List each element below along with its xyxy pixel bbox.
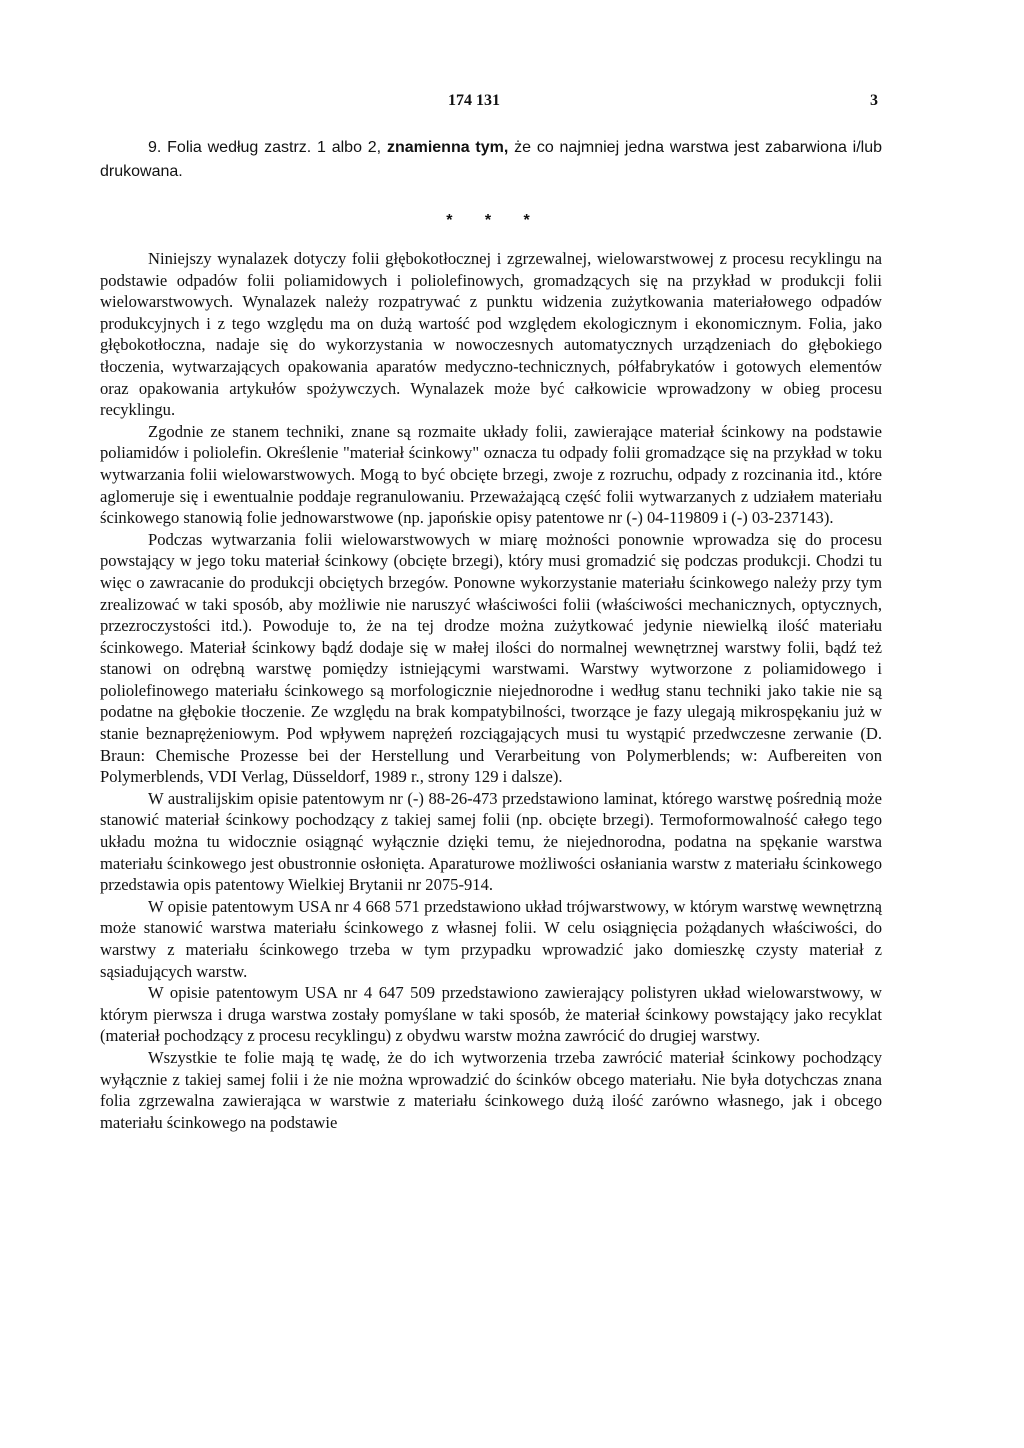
paragraph-3: Podczas wytwarzania folii wielowarstwowych w miarę możności ponownie wprowadza się do procesu powstający w jego toku materiał ścinkowy (obcięte brzegi), który musi gromadzić się podczas produkcji. Chodzi tu więc o zawracanie do produkcji obciętych brzegów. Ponowne wykorzystanie materiału ścinkowego należy przy tym zrealizować w taki sposób, aby możliwie nie naruszyć właściwości folii (właściwości mechanicznych, optycznych, przezroczystości itd.). Powoduje to, że na tej drodze można zużytkować jedynie niewielką ilość materiału ścinkowego. Materiał ścinkowy bądź dodaje się w małej ilości do normalnej wewnętrznej warstwy folii, bądź też stanowi on odrębną warstwę pomiędzy istniejącymi warstwami. Warstwy wytworzone z poliamidowego i poliolefinowego materiału ścinkowego są morfologicznie niejednorodne i według stanu techniki jako takie nie są podatne na głębokie tłoczenie. Ze względu na brak kompatybilności, tworzące je fazy ulegają mikrospękaniu już w stanie beznaprężeniowym. Pod wpływem naprężeń rozciągających musi tu wystąpić przedwczesne zerwanie (D. Braun: Chemische Prozesse bei der Herstellung und Verarbeitung von Polymerblends; w: Aufbereiten von Polymerblends, VDI Verlag, Düsseldorf, 1989 r., strony 129 i dalsze). xyxy=(100,529,882,787)
claim-bold-phrase: znamienna tym, xyxy=(386,139,509,156)
paragraph-5: W opisie patentowym USA nr 4 668 571 przedstawiono układ trójwarstwowy, w którym warstwę wewnętrzną może stanowić warstwa materiału ścinkowego z własnej folii. W celu osiągnięcia pożądanych właściwości, do warstwy z materiału ścinkowego trzeba w tym przypadku wprowadzić jako domieszkę czysty materiał z sąsiadujących warstw. xyxy=(100,896,882,981)
page-header xyxy=(100,92,882,116)
document-page xyxy=(100,92,882,1133)
paragraph-1: Niniejszy wynalazek dotyczy folii głębokotłocznej i zgrzewalnej, wielowarstwowej z procesu recyklingu na podstawie odpadów folii poliamidowych i poliolefinowych, gromadzących się na przykład w produkcji folii wielowarstwowych. Wynalazek należy rozpatrywać z punktu widzenia zużytkowania materiałowego odpadów produkcyjnych i z tego względu ma on dużą wartość pod względem ekologicznym i ekonomicznym. Folia, jako głębokotłoczna, nadaje się do wykorzystania w nowoczesnych automatycznych urządzeniach do głębokiego tłoczenia, wytwarzających opakowania aparatów medyczno-technicznych, półfabrykatów i gotowych elementów oraz opakowania artykułów spożywczych. Wynalazek może być całkowicie wprowadzony w obieg procesu recyklingu. xyxy=(100,249,882,420)
page-number: 3 xyxy=(870,92,878,109)
paragraph-4: W australijskim opisie patentowym nr (-) 88-26-473 przedstawiono laminat, którego warstwę pośrednią może stanowić materiał ścinkowy pochodzący z takiej samej folii (np. obcięte brzegi). Termoformowalność całego tego układu można tu widocznie osiągnąć wyłącznie dzięki temu, że niejednorodna, podatna na spękanie warstwa materiału ścinkowego jest obustronnie osłonięta. Aparaturowe możliwości osłaniania warstw z materiału ścinkowego przedstawia opis patentowy Wielkiej Brytanii nr 2075-914. xyxy=(100,788,882,895)
paragraph-6: W opisie patentowym USA nr 4 647 509 przedstawiono zawierający polistyren układ wielowarstwowy, w którym pierwsza i druga warstwa zostały pomyślane w taki sposób, że materiał ścinkowy powstający jako recyklat (materiał pochodzący z procesu recyklingu) z obydwu warstw można zawrócić do drugiej warstwy. xyxy=(100,983,882,1046)
claim-rest: że co najmniej jedna warstwa jest zabarwiona i/lub drukowana. xyxy=(100,139,883,180)
description-body xyxy=(100,248,882,1133)
paragraph-7: Wszystkie te folie mają tę wadę, że do ich wytworzenia trzeba zawrócić materiał ścinkowy pochodzący wyłącznie z takiej samej folii i że nie można wprowadzić do ścinków obcego materiału. Nie była dotychczas znana folia zgrzewalna zawierająca w warstwie z materiału ścinkowego dużą ilość zarówno własnego, jak i obcego materiału ścinkowego na podstawie xyxy=(100,1047,882,1132)
section-separator: * * * xyxy=(446,212,544,229)
claim-lead: 9. Folia według zastrz. 1 albo 2, xyxy=(148,139,382,156)
claim-9 xyxy=(100,136,882,184)
document-number: 174 131 xyxy=(448,92,500,109)
paragraph-2: Zgodnie ze stanem techniki, znane są rozmaite układy folii, zawierające materiał ścinkowy na podstawie poliamidów i poliolefin. Określenie "materiał ścinkowy" oznacza tu odpady folii gromadzące się na przykład w toku wytwarzania folii wielowarstwowych. Mogą to być obcięte brzegi, zwoje z rozruchu, odpady z rozcinania itd., które aglomeruje się i ewentualnie poddaje regranulowaniu. Przeważającą część folii wytwarzanych z udziałem materiału ścinkowego stanowią folie jednowarstwowe (np. japońskie opisy patentowe nr (-) 04-119809 i (-) 03-237143). xyxy=(100,421,882,528)
